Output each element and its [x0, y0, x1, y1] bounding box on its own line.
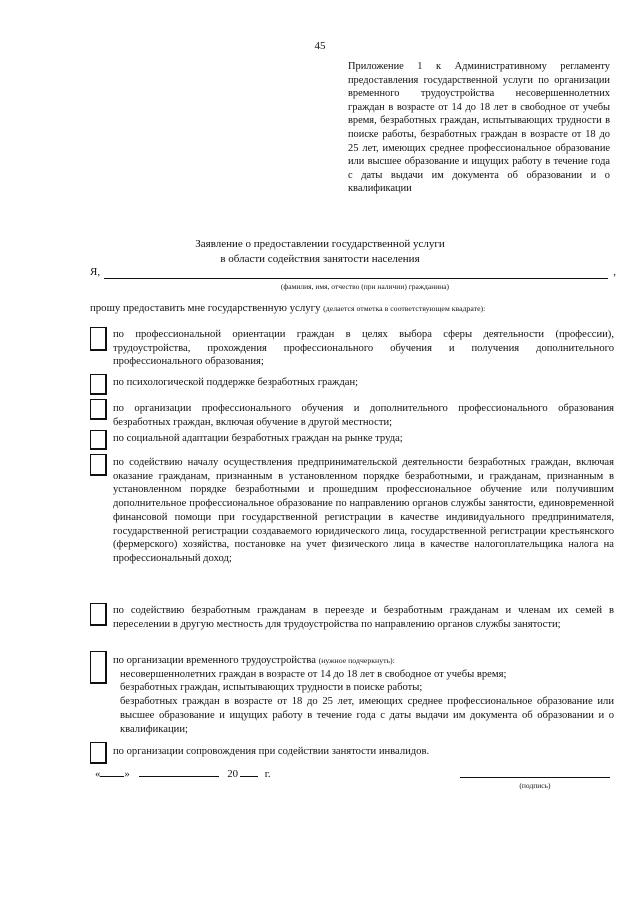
date-year-prefix: 20: [227, 768, 239, 780]
option-social-adaptation: по социальной адаптации безработных граждан на рынке труда;: [113, 433, 403, 444]
option-psychological-support: по психологической поддержке безработных граждан;: [113, 377, 359, 388]
request-note: (делается отметка в соответствующем квадрате):: [323, 304, 486, 313]
checkbox-temporary-employment[interactable]: [90, 651, 107, 684]
temporary-employment-sub-options: [113, 668, 614, 737]
applicant-prefix: Я,: [90, 266, 101, 278]
applicant-name-caption: (фамилия, имя, отчество (при наличии) гражданина): [280, 282, 450, 291]
option-vocational-guidance: по профессиональной ориентации граждан в целях выбора сферы деятельности (профессии), трудоустройства, прохождения профессионального обучения и получения дополнительного профессионального образования;: [113, 329, 614, 368]
sub-option-job-search-difficulties[interactable]: безработных граждан, испытывающих трудности в поиске работы;: [120, 682, 423, 694]
checkbox-social-adaptation[interactable]: [90, 430, 107, 450]
application-title: [0, 237, 640, 266]
sub-option-minors[interactable]: несовершеннолетних граждан в возрасте от 14 до 18 лет в свободное от учебы время;: [120, 668, 507, 680]
option-entrepreneurship-support: по содействию началу осуществления предпринимательской деятельности безработных граждан, включая оказание гражданам, признанным в установленном порядке безработными, и гражданам, признанным в установленном порядке безработными и прошедшим профессиональное обучение или получившим дополнительное профессиональное образование по направлению органов службы занятости, единовременной финансовой помощи при государственной регистрации в качестве индивидуального предпринимателя, государственной регистрации создаваемого юридического лица, государственной регистрации крестьянского (фермерского) хозяйства, постановке на учет физического лица в качестве налогоплательщика налога на профессиональный доход;: [113, 457, 614, 564]
sub-option-young-graduates[interactable]: безработных граждан в возрасте от 18 до 25 лет, имеющих среднее профессиональное образование или высшее образование и ищущих работу в течение года с даты выдачи им документа об образовании и о квалификации;: [120, 696, 614, 735]
date-close-quote: »: [124, 768, 130, 780]
date-open-quote: «: [95, 768, 101, 780]
checkbox-entrepreneurship-support[interactable]: [90, 454, 107, 476]
checkbox-relocation[interactable]: [90, 603, 107, 626]
application-title-line-2: в области содействия занятости населения: [220, 252, 420, 265]
signature-caption: (подпись): [519, 781, 551, 790]
temporary-employment-heading: [113, 654, 614, 668]
request-text: прошу предоставить мне государственную услугу: [90, 302, 324, 314]
option-relocation: по содействию безработным гражданам в переезде и безработным гражданам и членам их семей в переселении в другую местность для трудоустройства по направлению органов службы занятости;: [113, 605, 614, 630]
signature-field[interactable]: [460, 777, 610, 778]
date-day-field[interactable]: [100, 766, 124, 777]
option-vocational-training: по организации профессионального обучения и дополнительного профессионального образования безработных граждан, включая обучение в другой местности;: [113, 403, 614, 428]
date-year-field[interactable]: [240, 766, 258, 777]
date-month-field[interactable]: [139, 766, 219, 777]
date-year-suffix: г.: [264, 768, 271, 780]
temporary-employment-label: по организации временного трудоустройства: [113, 655, 319, 666]
applicant-suffix: ,: [613, 266, 616, 278]
date-line: [95, 766, 271, 780]
checkbox-disabled-employment-support[interactable]: [90, 742, 107, 764]
applicant-name-row: [90, 266, 616, 282]
appendix-reference: Приложение 1 к Административному регламенту предоставления государственной услуги по организации временного трудоустройства несовершеннолетних граждан в возрасте от 14 до 18 лет в свободное от учебы время, безработных граждан, испытывающих трудности в поиске работы, безработных граждан в возрасте от 18 до 25 лет, имеющих среднее профессиональное образование или высшее образование и ищущих работу в течение года с даты выдачи им документа об образовании и о квалификации: [348, 61, 610, 195]
option-temporary-employment: [113, 654, 614, 736]
applicant-name-field[interactable]: [104, 278, 608, 279]
checkbox-vocational-guidance[interactable]: [90, 327, 107, 351]
temporary-employment-note: (нужное подчеркнуть):: [318, 656, 395, 665]
application-title-line-1: Заявление о предоставлении государственной услуги: [195, 238, 445, 250]
page-number: 45: [314, 40, 326, 52]
request-statement: [90, 302, 630, 314]
checkbox-psychological-support[interactable]: [90, 374, 107, 395]
option-disabled-employment-support: по организации сопровождения при содействии занятости инвалидов.: [113, 746, 430, 757]
checkbox-vocational-training[interactable]: [90, 399, 107, 420]
